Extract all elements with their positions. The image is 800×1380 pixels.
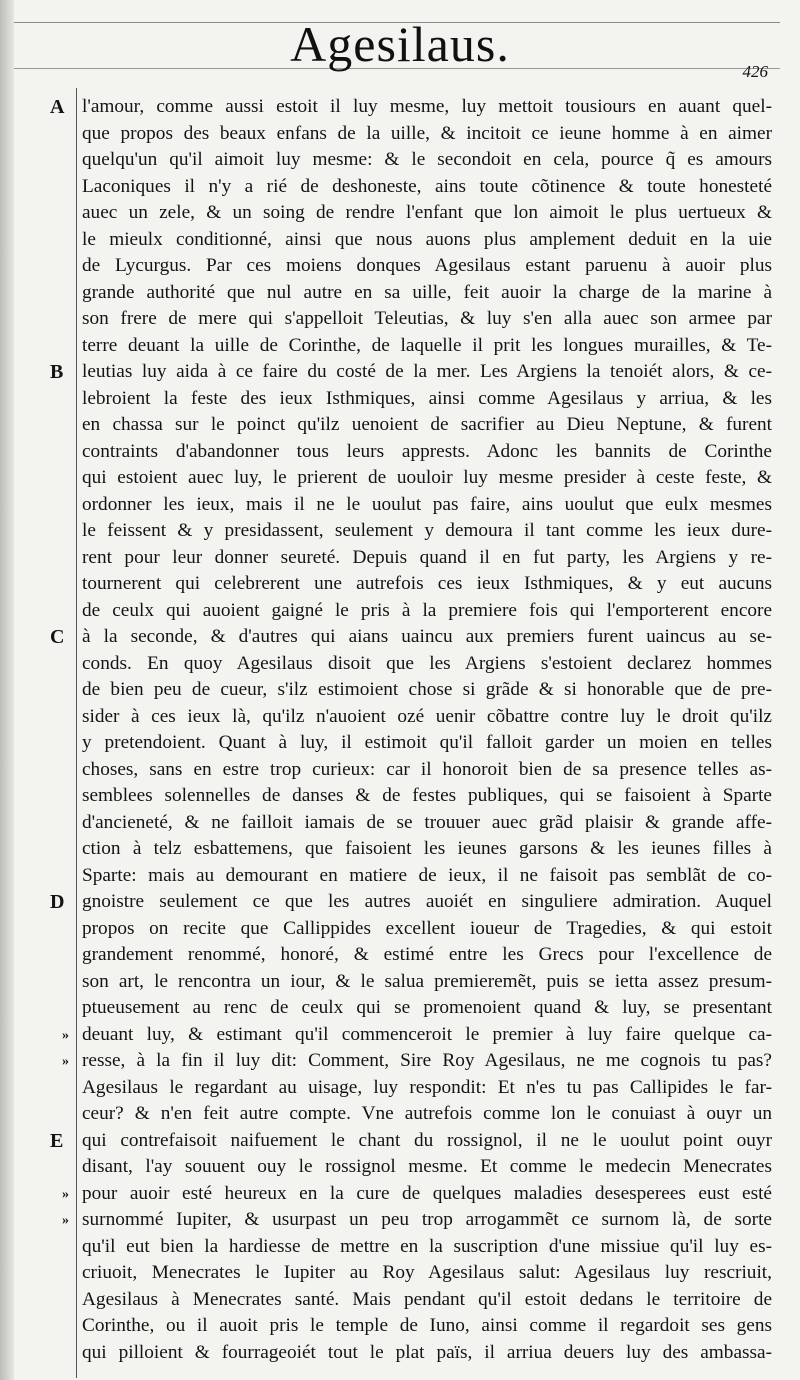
text-line: quelqu'un qu'il aimoit luy mesme: & le secondoit en cela, pource q̃ es amours	[82, 149, 772, 170]
text-line: tournerent qui celebrerent une autrefois ces ieux Isthmiques, & y eut aucuns	[82, 573, 772, 594]
quote-mark: »	[62, 1213, 69, 1228]
text-line: que propos des beaux enfans de la uille, & incitoit ce ieune homme à en aimer	[82, 122, 772, 144]
text-line: deuant luy, & estimant qu'il commenceroit le premier à luy faire quelque ca-	[82, 1023, 772, 1045]
text-line: grande authorité que nul autre en sa uille, feit auoir la charge de la marine à	[82, 281, 772, 303]
text-line: son frere de mere qui s'appelloit Teleutias, & luy s'en alla auec son armee par	[82, 308, 772, 329]
text-line: de bien peu de cueur, s'ilz estimoient chose si grãde & si honorable que de pre-	[82, 679, 772, 700]
text-line: son art, le rencontra un iour, & le salua premieremẽt, puis se ietta assez presum-	[82, 970, 772, 992]
text-line: Sparte: mais au demourant en matiere de ieux, il ne faisoit pas semblãt de co-	[82, 864, 772, 886]
quote-mark: »	[62, 1027, 69, 1043]
text-line: d'ancieneté, & ne failloit iamais de se trouuer auec grãd plaisir & grande affe-	[82, 811, 772, 833]
margin-letter: D	[50, 891, 65, 913]
text-line: ction à telz esbattemens, que faisoient les ieunes garsons & les ieunes filles à	[82, 838, 772, 859]
body-text	[82, 94, 772, 1366]
quote-mark: »	[62, 1186, 69, 1202]
text-line: contraints d'abandonner tous leurs apprests. Adonc les bannits de Corinthe	[82, 440, 772, 462]
text-line: le feissent & y presidassent, seulement y demoura il tant comme les ieux dure-	[82, 520, 772, 541]
page-number: 426	[742, 62, 768, 81]
text-line: criuoit, Menecrates le Iupiter au Roy Agesilaus salut: Agesilaus luy rescriuit,	[82, 1262, 772, 1283]
page-gutter	[0, 0, 14, 1380]
text-line: rent pour leur donner seureté. Depuis quand il en fut party, les Argiens y re-	[82, 546, 772, 568]
text-line: grandement renommé, honoré, & estimé entre les Grecs pour l'excellence de	[82, 944, 772, 965]
text-line: le mieulx conditionné, ainsi que nous auons plus amplement deduit en la uie	[82, 228, 772, 250]
text-line: qui estoient auec luy, le prierent de uouloir luy mesme presider à ceste feste, &	[82, 467, 772, 488]
text-line: semblees solennelles de danses & de festes publiques, qui se faisoient à Sparte	[82, 785, 772, 806]
text-line: disant, l'ay souuent ouy le rossignol mesme. Et comme le medecin Menecrates	[82, 1156, 772, 1177]
margin-letter: C	[50, 626, 65, 648]
text-line: de Lycurgus. Par ces moiens donques Agesilaus estant paruenu à auoir plus	[82, 255, 772, 276]
text-line: Agesilaus le regardant au uisage, luy respondit: Et n'es tu pas Callipides le far-	[82, 1076, 772, 1098]
text-line: l'amour, comme aussi estoit il luy mesme, luy mettoit tousiours en auant quel-	[82, 96, 772, 117]
text-line: lebroient la feste des ieux Isthmiques, ainsi comme Agesilaus y arriua, & les	[82, 387, 772, 409]
text-line: Corinthe, ou il auoit pris le temple de Iuno, ainsi comme il regardoit ses gens	[82, 1315, 772, 1336]
text-line: leutias luy aida à ce faire du costé de la mer. Les Argiens la tenoiét alors, & ce-	[82, 361, 772, 382]
text-line: Laconiques il n'y a rié de deshoneste, ains toute cõtinence & toute honesteté	[82, 175, 772, 197]
margin-rule	[76, 88, 77, 1378]
text-line: en chassa sur le poinct qu'ilz uenoient de sacrifier au Dieu Neptune, & furent	[82, 414, 772, 435]
text-line: sider à ces ieux là, qu'ilz n'auoient ozé uenir cõbattre contre luy le droit qu'ilz	[82, 705, 772, 727]
text-line: ceur? & n'en feit autre compte. Vne autrefois comme lon le conuiast à ouyr un	[82, 1103, 772, 1124]
text-line: surnommé Iupiter, & usurpast un peu trop arrogammẽt ce surnom là, de sorte	[82, 1209, 772, 1230]
text-line: terre deuant la uille de Corinthe, de laquelle il prit les longues murailles, & Te-	[82, 334, 772, 356]
text-line: propos on recite que Callippides excellent ioueur de Tragedies, & qui estoit	[82, 917, 772, 939]
text-line: auec un zele, & un soing de rendre l'enfant que lon aimoit le plus uertueux &	[82, 202, 772, 223]
text-line: resse, à la fin il luy dit: Comment, Sire Roy Agesilaus, ne me cognois tu pas?	[82, 1050, 772, 1071]
text-line: Agesilaus à Menecrates santé. Mais pendant qu'il estoit dedans le territoire de	[82, 1288, 772, 1310]
text-line: qu'il eut bien la hardiesse de mettre en la suscription d'une missiue qu'il luy es-	[82, 1235, 772, 1257]
text-line: pour auoir esté heureux en la cure de quelques maladies desesperees eust esté	[82, 1182, 772, 1204]
text-line: y pretendoient. Quant à luy, il estimoit qu'il falloit garder un moien en telles	[82, 732, 772, 753]
text-line: choses, sans en estre trop curieux: car il honoroit bien de sa presence telles as-	[82, 758, 772, 780]
text-line: qui pilloient & fourrageoiét tout le plat païs, il arriua deuers luy des ambassa-	[82, 1341, 772, 1363]
quote-mark: »	[62, 1054, 69, 1069]
text-line: conds. En quoy Agesilaus disoit que les Argiens s'estoient declarez hommes	[82, 652, 772, 674]
text-line: gnoistre seulement ce que les autres auoiét en singuliere admiration. Auquel	[82, 891, 772, 912]
running-title: Agesilaus.	[290, 16, 510, 72]
margin-letter: E	[50, 1129, 64, 1152]
text-line: qui contrefaisoit naifuement le chant du rossignol, il ne le uoulut point ouyr	[82, 1129, 772, 1151]
text-line: ordonner les ieux, mais il ne le uoulut pas faire, ains uoulut que eulx mesmes	[82, 493, 772, 515]
text-line: de ceulx qui auoient gaigné le pris à la premiere fois qui l'emporterent encore	[82, 599, 772, 621]
margin-letter: B	[50, 361, 64, 383]
text-line: à la seconde, & d'autres qui aians uaincu aux premiers furent uaincus au se-	[82, 626, 772, 647]
text-line: ptueusement au renc de ceulx qui se promenoient quand & luy, se presentant	[82, 997, 772, 1018]
margin-letter: A	[50, 96, 65, 118]
